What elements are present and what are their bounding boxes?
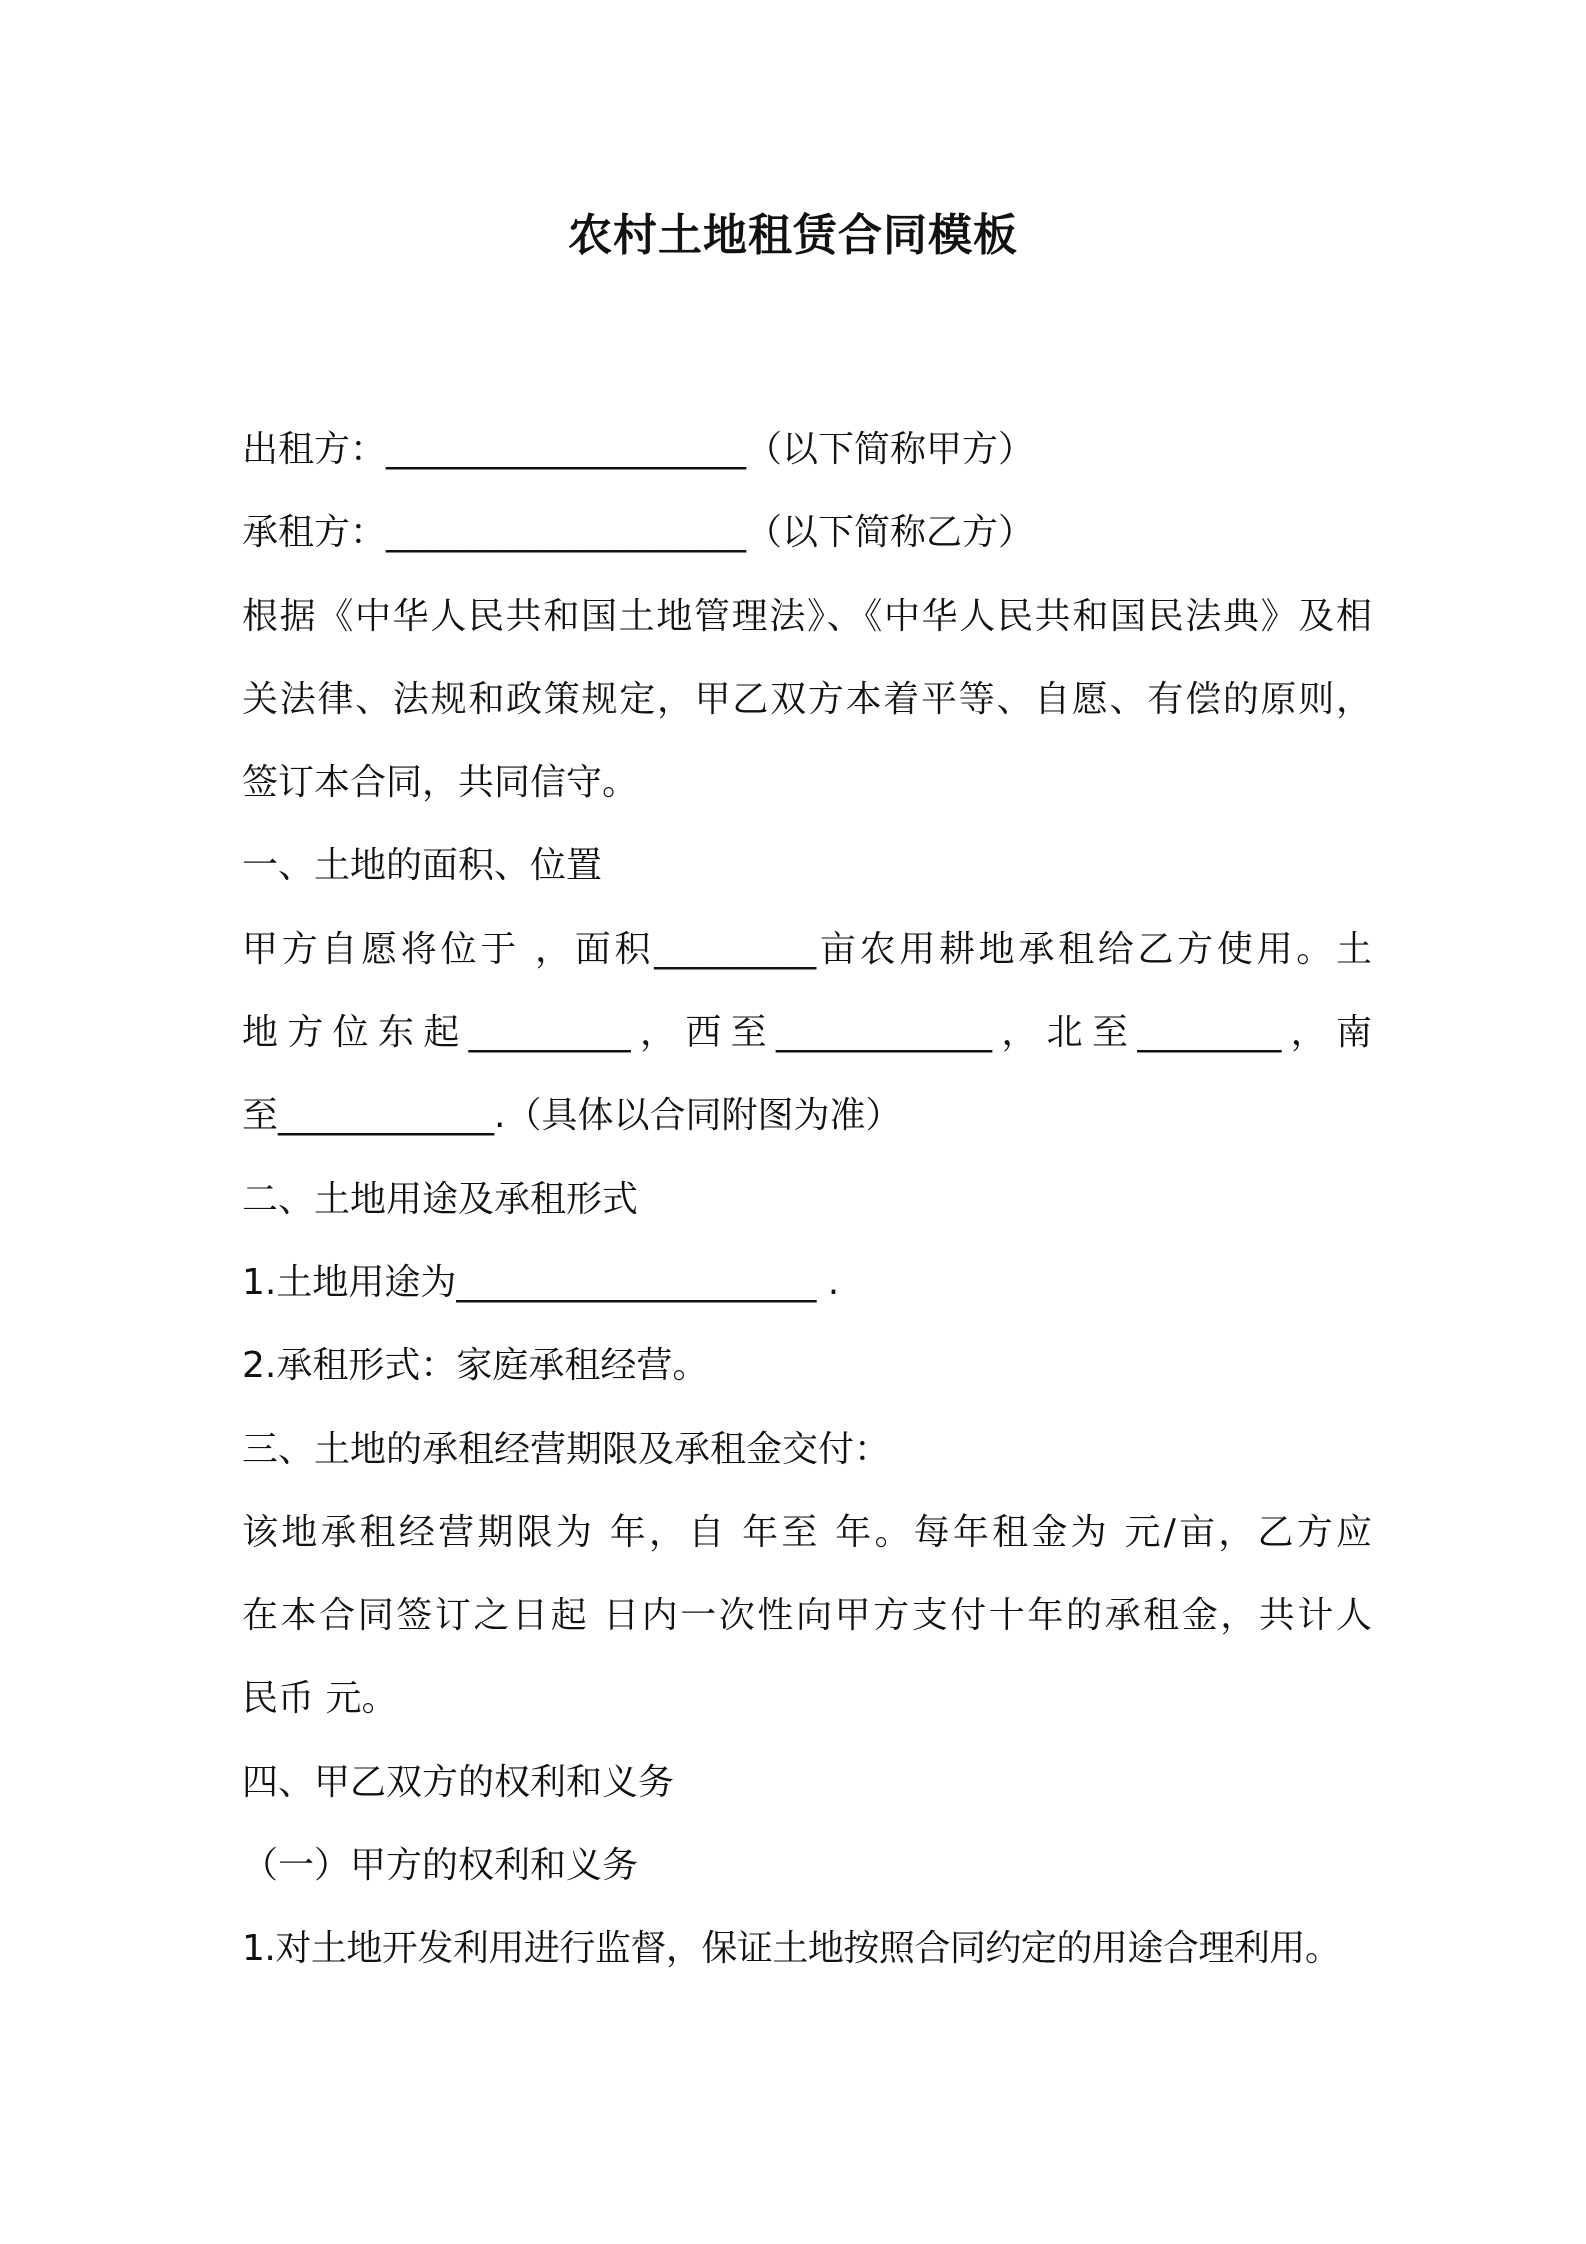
lessor-line: 出租方：____________________（以下简称甲方） [242,429,1035,470]
section-4-subheading: （一）甲方的权利和义务 [242,1845,639,1887]
section-1-heading: 一、土地的面积、位置 [242,845,603,887]
section-2-heading: 二、土地用途及承租形式 [242,1178,639,1220]
lessee-line: 承租方：____________________（以下简称乙方） [242,512,1035,554]
section-3-line-3: 民币 元。 [242,1678,398,1720]
party-a-duty-1: 1.对土地开发利用进行监督，保证土地按照合同约定的用途合理利用。 [242,1928,1341,1970]
section-1-line-3: 至____________.（具体以合同附图为准） [242,1095,902,1137]
document-body [242,408,1372,1991]
section-3-line-1: 该地承租经营期限为 年，自 年至 年。每年租金为 元/亩，乙方应 [242,1511,1372,1553]
land-use-line: 1.土地用途为____________________ . [242,1261,840,1303]
preamble-line-3: 签订本合同，共同信守。 [242,762,639,804]
preamble-line-1: 根据《中华人民共和国土地管理法》、《中华人民共和国民法典》及相 [242,595,1372,637]
section-1-line-1: 甲方自愿将位于 ，面积_________亩农用耕地承租给乙方使用。土 [242,928,1372,970]
section-1-line-2: 地方位东起_________，西至____________，北至________，南 [242,1012,1372,1054]
section-3-heading: 三、土地的承租经营期限及承租金交付： [242,1428,891,1470]
section-3-line-2: 在本合同签订之日起 日内一次性向甲方支付十年的承租金，共计人 [242,1595,1372,1637]
document-title: 农村土地租赁合同模板 [568,210,1018,261]
lease-form-line: 2.承租形式：家庭承租经营。 [242,1345,709,1387]
preamble-line-2: 关法律、法规和政策规定，甲乙双方本着平等、自愿、有偿的原则， [242,678,1372,720]
section-4-heading: 四、甲乙双方的权利和义务 [242,1761,675,1803]
